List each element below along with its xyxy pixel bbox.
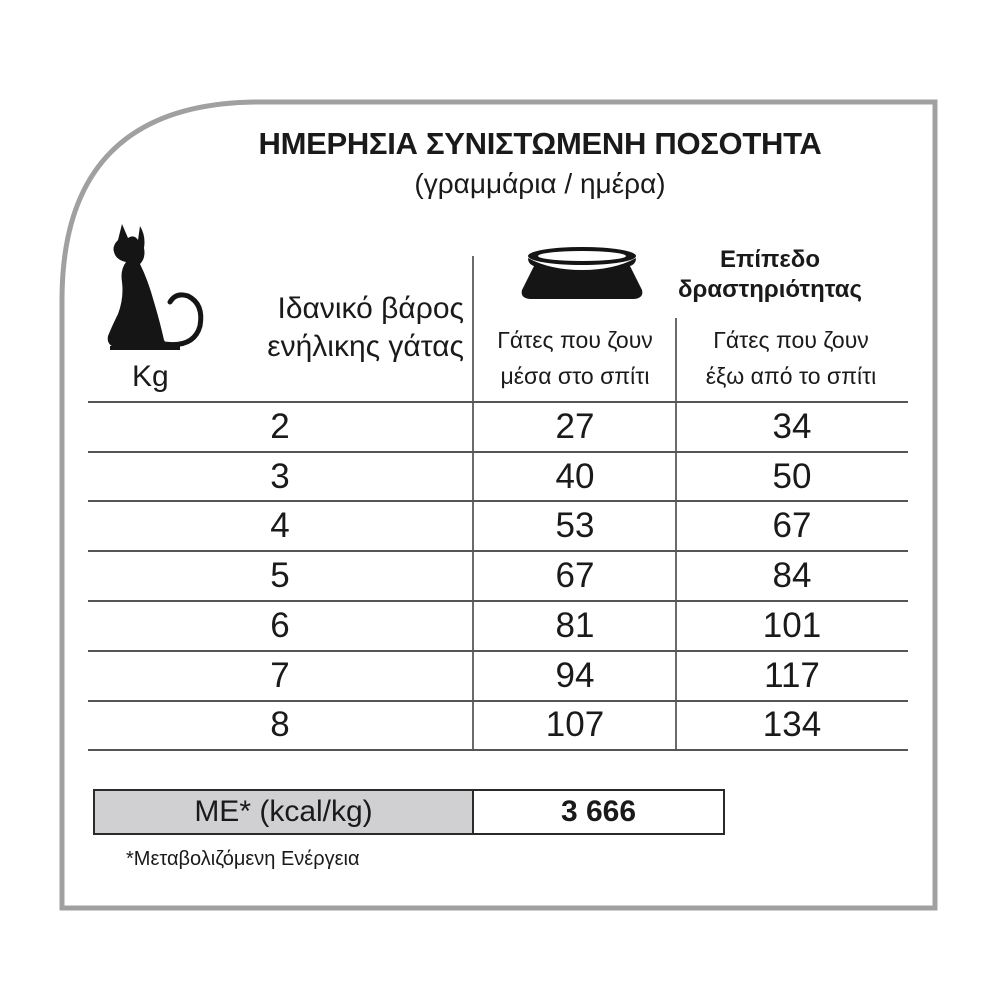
- indoor-column-header: [474, 322, 676, 394]
- activity-line2: δραστηριότητας: [677, 276, 863, 303]
- outdoor-header-line1: Γάτες που ζουν: [713, 327, 869, 353]
- weight-cell: 5: [270, 556, 290, 595]
- page-title: ΗΜΕΡΗΣΙΑ ΣΥΝΙΣΤΩΜΕΝΗ ΠΟΣΟΤΗΤΑ: [258, 126, 822, 161]
- outdoor-cell: 117: [764, 656, 820, 695]
- indoor-cell: 107: [545, 705, 605, 744]
- weight-unit: Kg: [132, 360, 169, 393]
- energy-box: [93, 789, 725, 835]
- indoor-cell: 53: [555, 506, 595, 545]
- weight-cell: 4: [270, 506, 290, 545]
- indoor-cell: 67: [555, 556, 595, 595]
- weight-cell: 8: [270, 705, 290, 744]
- outdoor-cell: 101: [762, 606, 822, 645]
- weight-cell: 7: [270, 656, 290, 695]
- outdoor-cell: 34: [772, 407, 812, 446]
- indoor-cell: 81: [555, 606, 595, 645]
- energy-footnote: *Μεταβολιζόμενη Ενέργεια: [126, 848, 360, 870]
- outdoor-cell: 50: [772, 457, 812, 496]
- weight-cell: 2: [270, 407, 290, 446]
- outdoor-header-line2: έξω από το σπίτι: [705, 363, 877, 389]
- outdoor-column-header: [676, 322, 906, 394]
- weight-header-line2: ενήλικης γάτας: [267, 330, 464, 363]
- weight-cell: 6: [270, 606, 290, 645]
- indoor-cell: 94: [555, 656, 595, 695]
- weight-column-header: [208, 290, 464, 366]
- indoor-header-line1: Γάτες που ζουν: [497, 327, 653, 353]
- outdoor-cell: 134: [762, 705, 822, 744]
- food-bowl-icon: [514, 244, 650, 302]
- energy-label: ME* (kcal/kg): [95, 791, 474, 833]
- page-subtitle: (γραμμάρια / ημέρα): [414, 168, 666, 199]
- weight-cell: 3: [270, 457, 290, 496]
- weight-header-line1: Ιδανικό βάρος: [277, 292, 464, 325]
- cat-silhouette-icon: [98, 218, 218, 356]
- activity-line1: Επίπεδο: [719, 246, 821, 273]
- activity-level-header: [652, 245, 888, 305]
- indoor-header-line2: μέσα στο σπίτι: [500, 363, 650, 389]
- outdoor-cell: 84: [772, 556, 812, 595]
- indoor-cell: 27: [555, 407, 595, 446]
- outdoor-cell: 67: [772, 506, 812, 545]
- energy-value: 3 666: [560, 795, 637, 828]
- indoor-cell: 40: [555, 457, 595, 496]
